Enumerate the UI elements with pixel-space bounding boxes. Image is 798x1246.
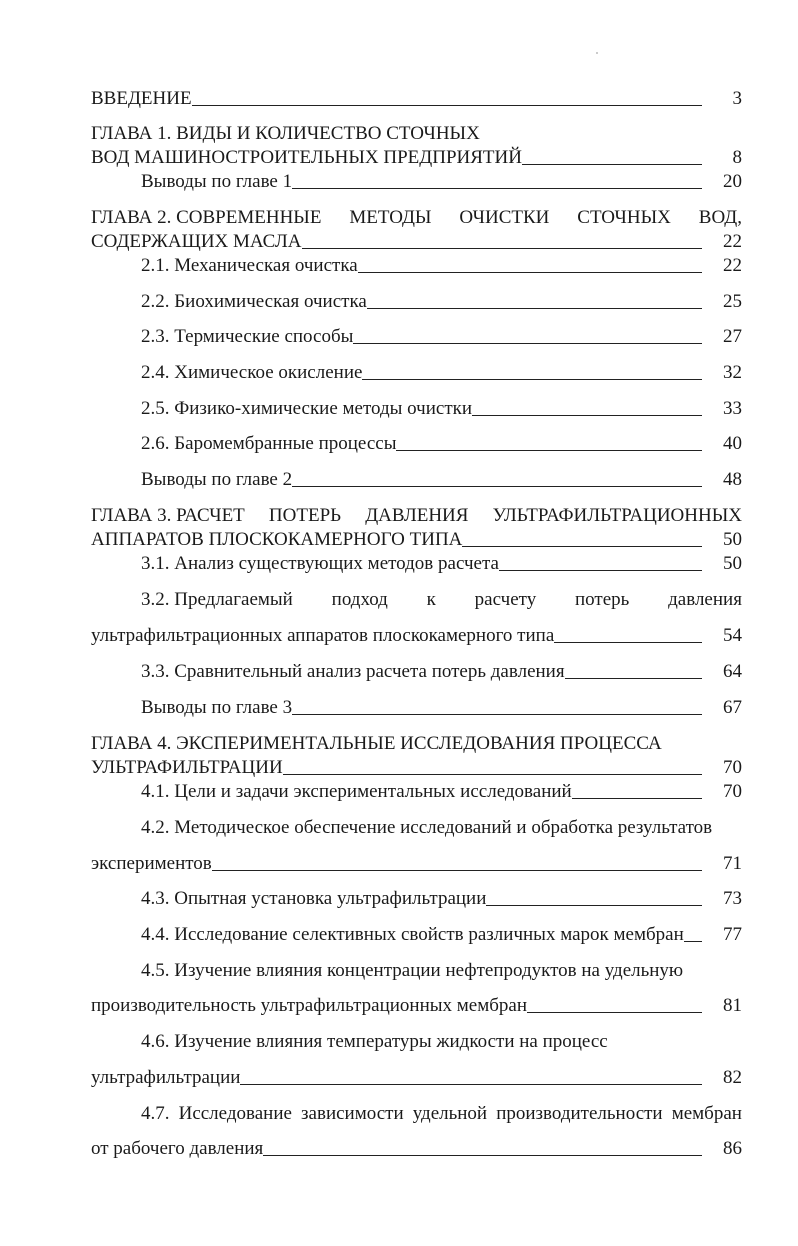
toc-entry-chapter-4[interactable] xyxy=(91,757,742,779)
toc-entry-title: Выводы по главе 3 xyxy=(141,697,293,718)
toc-leader xyxy=(572,798,702,799)
toc-entry-4-4[interactable] xyxy=(141,924,742,946)
toc-leader xyxy=(396,450,702,451)
toc-entry-title: 2.4. Химическое окисление xyxy=(141,362,363,383)
toc-leader xyxy=(362,379,702,380)
toc-page-number: 25 xyxy=(723,291,742,312)
toc-entry-3-2[interactable] xyxy=(91,625,742,647)
toc-page-number: 50 xyxy=(723,553,742,574)
toc-entry-title: 2.6. Баромембранные процессы xyxy=(141,433,397,454)
toc-entry-title: 3.1. Анализ существующих методов расчета xyxy=(141,553,499,574)
title-word: подход xyxy=(331,589,388,610)
chapter-3-title-line1 xyxy=(91,505,742,527)
toc-entry-introduction[interactable] xyxy=(91,88,742,110)
chapter-4-title-line2: УЛЬТРАФИЛЬТРАЦИИ xyxy=(91,757,283,778)
chapter-2-title-line1 xyxy=(91,207,742,229)
toc-leader xyxy=(527,1012,702,1013)
toc-page-number: 48 xyxy=(723,469,742,490)
toc-leader xyxy=(486,905,702,906)
title-word: расчету xyxy=(474,589,537,610)
toc-entry-2-2[interactable] xyxy=(141,291,742,313)
toc-leader xyxy=(684,941,702,942)
title-word: СТОЧНЫХ xyxy=(577,207,671,228)
toc-entry-3-1[interactable] xyxy=(141,553,742,575)
toc-page-number: 70 xyxy=(723,757,742,778)
toc-page-number: 8 xyxy=(732,147,742,168)
toc-entry-4-2[interactable] xyxy=(91,853,742,875)
toc-page-number: 54 xyxy=(723,625,742,646)
toc-entry-title-line2: ультрафильтрационных аппаратов плоскокамерного типа xyxy=(91,625,555,646)
toc-page-number: 86 xyxy=(723,1138,742,1159)
toc-entry-3-2-line1 xyxy=(141,589,742,611)
title-word: потерь xyxy=(575,589,630,610)
toc-page-number: 22 xyxy=(723,255,742,276)
toc-entry-2-3[interactable] xyxy=(141,326,742,348)
toc-page-number: 33 xyxy=(723,398,742,419)
title-word: мембран xyxy=(671,1103,742,1124)
toc-entry-title: 4.3. Опытная установка ультрафильтрации xyxy=(141,888,487,909)
toc-entry-title: Выводы по главе 2 xyxy=(141,469,293,490)
toc-entry-4-3[interactable] xyxy=(141,888,742,910)
toc-entry-4-1[interactable] xyxy=(141,781,742,803)
toc-entry-title-line2: от рабочего давления xyxy=(91,1138,264,1159)
title-word: МЕТОДЫ xyxy=(349,207,432,228)
toc-page-number: 64 xyxy=(723,661,742,682)
title-word: зависимости xyxy=(301,1103,404,1124)
chapter-2-title-line2: СОДЕРЖАЩИХ МАСЛА xyxy=(91,231,302,252)
toc-entry-title: 2.1. Механическая очистка xyxy=(141,255,358,276)
toc-page-number: 67 xyxy=(723,697,742,718)
toc-entry-2-5[interactable] xyxy=(141,398,742,420)
toc-entry-title-line2: экспериментов xyxy=(91,853,212,874)
toc-entry-chapter-1[interactable] xyxy=(91,147,742,169)
toc-leader xyxy=(292,714,702,715)
toc-entry-chapter-2[interactable] xyxy=(91,231,742,253)
title-word: ДАВЛЕНИЯ xyxy=(365,505,469,526)
toc-entry-chapter-3[interactable] xyxy=(91,529,742,551)
toc-page-number: 22 xyxy=(723,231,742,252)
toc-entry-title: 2.5. Физико-химические методы очистки xyxy=(141,398,473,419)
toc-entry-title: 2.2. Биохимическая очистка xyxy=(141,291,367,312)
toc-page-number: 3 xyxy=(732,88,742,109)
toc-leader xyxy=(283,774,702,775)
toc-leader xyxy=(565,678,702,679)
toc-leader xyxy=(472,415,702,416)
toc-entry-summary-2[interactable] xyxy=(141,469,742,491)
title-word: 3.2. Предлагаемый xyxy=(141,589,293,610)
toc-entry-title-line2: ультрафильтрации xyxy=(91,1067,241,1088)
toc-leader xyxy=(192,105,702,106)
title-word: производительности xyxy=(496,1103,663,1124)
toc-entry-summary-1[interactable] xyxy=(141,171,742,193)
chapter-3-title-line2: АППАРАТОВ ПЛОСКОКАМЕРНОГО ТИПА xyxy=(91,529,463,550)
toc-leader xyxy=(292,188,702,189)
toc-leader xyxy=(522,164,702,165)
title-word: к xyxy=(426,589,436,610)
toc-entry-4-6[interactable] xyxy=(91,1067,742,1089)
toc-leader xyxy=(462,546,702,547)
toc-leader xyxy=(367,308,702,309)
toc-entry-3-3[interactable] xyxy=(141,661,742,683)
title-word: ОЧИСТКИ xyxy=(459,207,550,228)
toc-page-number: 71 xyxy=(723,853,742,874)
toc-leader xyxy=(358,272,702,273)
toc-entry-4-7[interactable] xyxy=(91,1138,742,1160)
toc-entry-2-6[interactable] xyxy=(141,433,742,455)
toc-page-number: 73 xyxy=(723,888,742,909)
toc-page-number: 77 xyxy=(723,924,742,945)
toc-entry-summary-3[interactable] xyxy=(141,697,742,719)
toc-entry-4-6-line1: 4.6. Изучение влияния температуры жидкости на процесс xyxy=(141,1031,608,1052)
toc-entry-title-line2: производительность ультрафильтрационных мембран xyxy=(91,995,528,1016)
toc-page-number: 82 xyxy=(723,1067,742,1088)
toc-page-number: 32 xyxy=(723,362,742,383)
toc-entry-title: 3.3. Сравнительный анализ расчета потерь давления xyxy=(141,661,565,682)
toc-entry-4-5[interactable] xyxy=(91,995,742,1017)
title-word: ВОД, xyxy=(698,207,742,228)
toc-entry-title: 4.1. Цели и задачи экспериментальных исследований xyxy=(141,781,572,802)
toc-entry-title: 2.3. Термические способы xyxy=(141,326,354,347)
toc-leader xyxy=(554,642,702,643)
title-word: удельной xyxy=(412,1103,488,1124)
toc-page-number: 50 xyxy=(723,529,742,550)
toc-leader xyxy=(263,1155,702,1156)
toc-entry-title: 4.4. Исследование селективных свойств различных марок мембран xyxy=(141,924,684,945)
toc-entry-4-5-line1: 4.5. Изучение влияния концентрации нефтепродуктов на удельную xyxy=(141,960,684,981)
title-word: 4.7. xyxy=(141,1103,170,1124)
title-word: ГЛАВА 2. СОВРЕМЕННЫЕ xyxy=(91,207,322,228)
chapter-1-title-line2: ВОД МАШИНОСТРОИТЕЛЬНЫХ ПРЕДПРИЯТИЙ xyxy=(91,147,522,168)
scan-speck xyxy=(596,52,598,54)
toc-leader xyxy=(212,870,702,871)
toc-page-number: 70 xyxy=(723,781,742,802)
toc-entry-2-4[interactable] xyxy=(141,362,742,384)
toc-entry-4-7-line1 xyxy=(141,1103,742,1125)
toc-leader xyxy=(240,1084,702,1085)
toc-leader xyxy=(302,248,703,249)
toc-entry-4-2-line1: 4.2. Методическое обеспечение исследований и обработка результатов xyxy=(141,817,713,838)
toc-entry-2-1[interactable] xyxy=(141,255,742,277)
chapter-1-title-line1: ГЛАВА 1. ВИДЫ И КОЛИЧЕСТВО СТОЧНЫХ xyxy=(91,123,480,144)
title-word: ПОТЕРЬ xyxy=(268,505,342,526)
toc-leader xyxy=(499,570,702,571)
title-word: Исследование xyxy=(178,1103,292,1124)
title-word: давления xyxy=(668,589,742,610)
title-word: УЛЬТРАФИЛЬТРАЦИОННЫХ xyxy=(492,505,742,526)
title-word: ГЛАВА 3. РАСЧЕТ xyxy=(91,505,245,526)
toc-page-number: 81 xyxy=(723,995,742,1016)
toc-leader xyxy=(353,343,702,344)
toc-entry-title: Выводы по главе 1 xyxy=(141,171,293,192)
chapter-4-title-line1: ГЛАВА 4. ЭКСПЕРИМЕНТАЛЬНЫЕ ИССЛЕДОВАНИЯ ПРОЦЕССА xyxy=(91,733,662,754)
toc-page-number: 27 xyxy=(723,326,742,347)
toc-entry-title: ВВЕДЕНИЕ xyxy=(91,88,192,109)
toc-page-number: 40 xyxy=(723,433,742,454)
toc-leader xyxy=(292,486,702,487)
toc-page-number: 20 xyxy=(723,171,742,192)
